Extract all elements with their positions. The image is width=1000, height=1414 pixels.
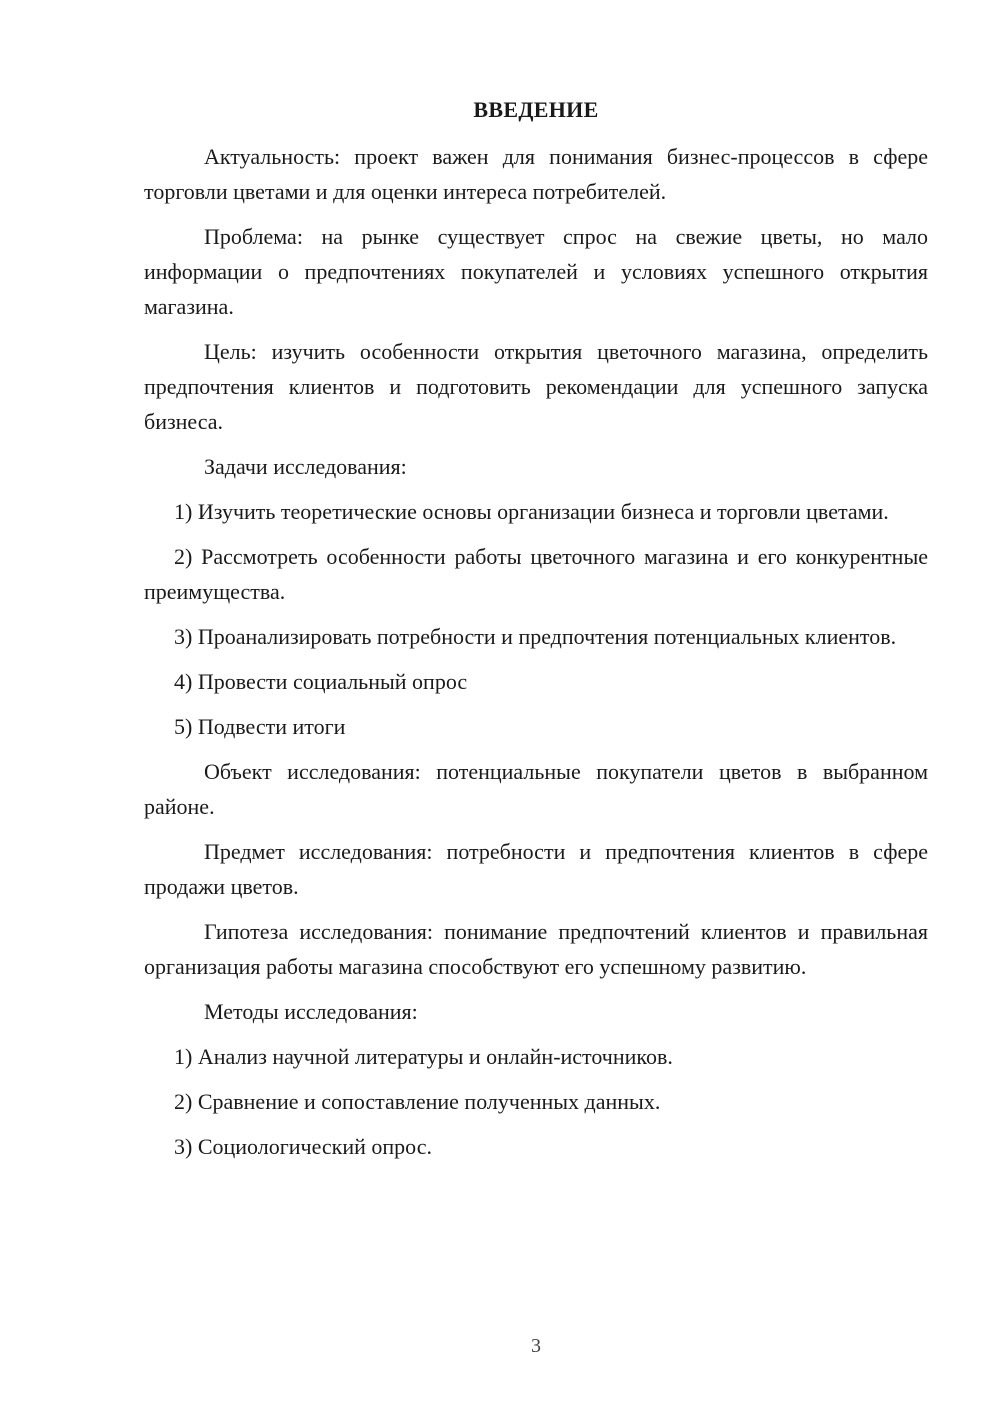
page-number: 3: [531, 1335, 541, 1357]
task-item-1: 1) Изучить теоретические основы организации бизнеса и торговли цветами.: [174, 499, 889, 524]
paragraph-relevance: Актуальность: проект важен для понимания бизнес-процессов в сфере торговли цветами и для оценки интереса потребителей.: [144, 144, 928, 204]
paragraph-methods-heading: Методы исследования:: [204, 999, 418, 1024]
paragraph-object: Объект исследования: потенциальные покупатели цветов в выбранном районе.: [144, 759, 928, 819]
paragraph-tasks-heading: Задачи исследования:: [204, 454, 407, 479]
document-page: [144, 95, 928, 1174]
section-title: ВВЕДЕНИЕ: [473, 97, 599, 122]
task-item-2: 2) Рассмотреть особенности работы цветочного магазина и его конкурентные преимущества.: [144, 544, 928, 604]
task-item-4: 4) Провести социальный опрос: [174, 669, 468, 694]
method-item-3: 3) Социологический опрос.: [174, 1134, 432, 1159]
paragraph-subject: Предмет исследования: потребности и предпочтения клиентов в сфере продажи цветов.: [144, 839, 928, 899]
paragraph-goal: Цель: изучить особенности открытия цветочного магазина, определить предпочтения клиентов и подготовить рекомендации для успешного запуска бизнеса.: [144, 339, 928, 434]
paragraph-problem: Проблема: на рынке существует спрос на свежие цветы, но мало информации о предпочтениях покупателей и условиях успешного открытия магазина.: [144, 224, 928, 319]
task-item-5: 5) Подвести итоги: [174, 714, 346, 739]
task-item-3: 3) Проанализировать потребности и предпочтения потенциальных клиентов.: [174, 624, 897, 649]
paragraph-hypothesis: Гипотеза исследования: понимание предпочтений клиентов и правильная организация работы магазина способствуют его успешному развитию.: [144, 919, 928, 979]
method-item-2: 2) Сравнение и сопоставление полученных данных.: [174, 1089, 661, 1114]
method-item-1: 1) Анализ научной литературы и онлайн-источников.: [174, 1044, 673, 1069]
